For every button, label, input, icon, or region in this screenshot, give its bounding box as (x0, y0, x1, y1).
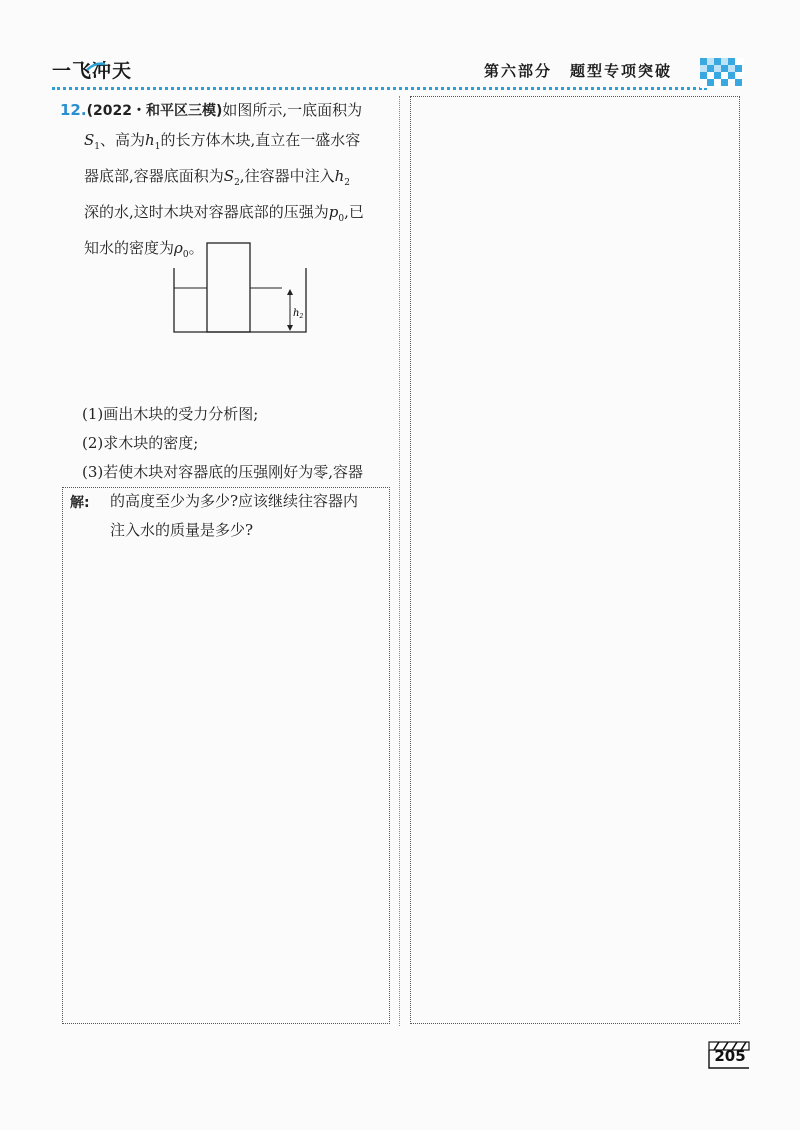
question-line (60, 162, 400, 198)
question-line (60, 126, 400, 162)
topic-title: 题型专项突破 (570, 62, 673, 80)
subscript: 2 (234, 178, 240, 188)
subscript: 0 (338, 214, 345, 224)
variable-h: h (145, 131, 155, 149)
question-text: 的长方体木块,直立在一盛水容 (160, 131, 361, 149)
variable-S: S (223, 167, 235, 185)
sub-question: (1)画出木块的受力分析图; (82, 405, 259, 423)
page-number: 205 (714, 1047, 746, 1065)
arrow-down-icon (287, 325, 293, 331)
subscript: 1 (94, 142, 101, 152)
blank-answer-area[interactable] (410, 96, 740, 1024)
h2-label: $h_2$ (293, 308, 304, 320)
question-text: 、高为 (100, 131, 146, 149)
checker-pattern-icon (700, 58, 744, 88)
question-source: (2022・和平区三模) (86, 103, 223, 119)
variable-p: p (328, 203, 339, 221)
question-text: ,往容器中注入 (239, 167, 335, 185)
answer-label: 解: (70, 495, 90, 511)
subscript: 0 (182, 250, 189, 260)
question-line (60, 96, 400, 126)
sub-question: (3)若使木块对容器底的压强刚好为零,容器 (82, 463, 364, 481)
question-text: 深的水,这时木块对容器底部的压强为 (84, 203, 329, 221)
container-diagram (170, 240, 310, 340)
question-number: 12. (60, 101, 87, 119)
subscript: 1 (154, 142, 161, 152)
header-divider (52, 87, 707, 90)
wooden-block (207, 243, 250, 332)
question-line (60, 198, 400, 234)
sub-question-continued: 的高度至少为多少?应该继续往容器内 (110, 492, 359, 510)
question-text: ,已 (344, 203, 364, 221)
column-divider (399, 96, 400, 1026)
arrow-up-icon (287, 289, 293, 295)
brand-logo: 一飞冲天 (52, 60, 133, 82)
sub-question: (2)求木块的密度; (82, 434, 199, 452)
container-outline (174, 268, 306, 332)
sub-question-continued: 注入水的质量是多少? (110, 521, 254, 539)
question-text: 器底部,容器底面积为 (84, 167, 224, 185)
question-text: 。 (188, 239, 204, 257)
swoosh-icon (85, 60, 107, 74)
chapter-header (484, 60, 672, 81)
answer-box[interactable] (62, 487, 390, 1024)
section-title: 第六部分 (484, 62, 553, 80)
question-text: 如图所示,一底面积为 (222, 101, 363, 119)
variable-h: h (334, 167, 345, 185)
question-text: 知水的密度为 (84, 239, 175, 257)
variable-S: S (84, 131, 95, 149)
variable-rho: ρ (174, 239, 183, 257)
subscript: 2 (344, 178, 350, 188)
